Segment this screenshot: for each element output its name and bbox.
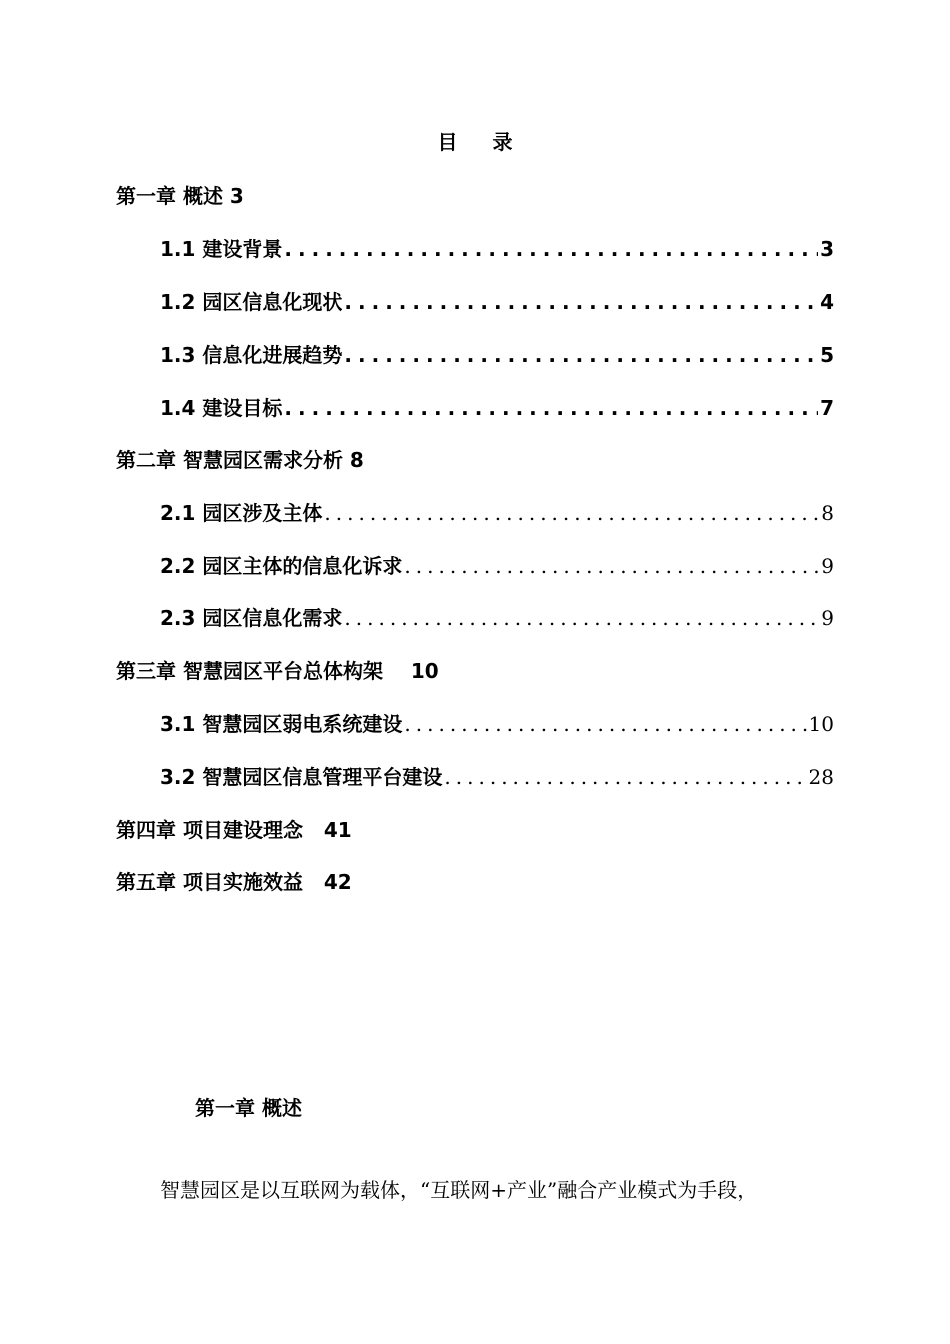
toc-entry-2-3[interactable] — [160, 602, 834, 631]
toc-entry-label: 1.2 园区信息化现状 — [160, 290, 343, 314]
toc-entry-page: 5 — [820, 343, 834, 367]
toc-entry-label: 1.4 建设目标 — [160, 396, 283, 420]
dot-leader — [284, 237, 818, 261]
toc-entry-1-4[interactable] — [160, 392, 834, 421]
toc-chapter-2[interactable]: 第二章 智慧园区需求分析 8 — [116, 448, 364, 472]
body-paragraph: 智慧园区是以互联网为载体，“互联网+产业”融合产业模式为手段， — [160, 1178, 758, 1202]
toc-entry-3-2[interactable] — [160, 761, 834, 790]
toc-entry-page: 8 — [821, 501, 834, 525]
dot-leader — [344, 290, 818, 314]
dot-leader — [324, 501, 819, 525]
toc-chapter-3[interactable]: 第三章 智慧园区平台总体构架 10 — [116, 659, 439, 683]
toc-entry-page: 28 — [808, 765, 834, 789]
dot-leader — [404, 712, 806, 736]
toc-chapter-5[interactable]: 第五章 项目实施效益 42 — [116, 870, 352, 894]
toc-entry-3-1[interactable] — [160, 708, 834, 737]
toc-entry-2-1[interactable] — [160, 497, 834, 526]
toc-entry-1-1[interactable] — [160, 233, 834, 262]
toc-entry-label: 3.2 智慧园区信息管理平台建设 — [160, 765, 443, 789]
dot-leader — [404, 554, 819, 578]
dot-leader — [344, 606, 819, 630]
toc-entry-label: 1.3 信息化进展趋势 — [160, 343, 343, 367]
toc-entry-label: 1.1 建设背景 — [160, 237, 283, 261]
toc-entry-page: 9 — [821, 606, 834, 630]
dot-leader — [284, 396, 818, 420]
toc-entry-1-2[interactable] — [160, 286, 834, 315]
dot-leader — [344, 343, 818, 367]
toc-chapter-1[interactable]: 第一章 概述 3 — [116, 184, 244, 208]
toc-entry-1-3[interactable] — [160, 339, 834, 368]
toc-entry-2-2[interactable] — [160, 550, 834, 579]
toc-entry-page: 3 — [820, 237, 834, 261]
toc-entry-page: 9 — [821, 554, 834, 578]
dot-leader — [444, 765, 806, 789]
toc-entry-page: 7 — [820, 396, 834, 420]
toc-entry-label: 2.1 园区涉及主体 — [160, 501, 323, 525]
toc-entry-page: 10 — [808, 712, 834, 736]
toc-entry-label: 2.2 园区主体的信息化诉求 — [160, 554, 403, 578]
toc-chapter-4[interactable]: 第四章 项目建设理念 41 — [116, 818, 352, 842]
toc-title: 目 录 — [437, 130, 527, 154]
toc-entry-label: 3.1 智慧园区弱电系统建设 — [160, 712, 403, 736]
toc-entry-label: 2.3 园区信息化需求 — [160, 606, 343, 630]
section-heading: 第一章 概述 — [195, 1096, 302, 1120]
toc-entry-page: 4 — [820, 290, 834, 314]
